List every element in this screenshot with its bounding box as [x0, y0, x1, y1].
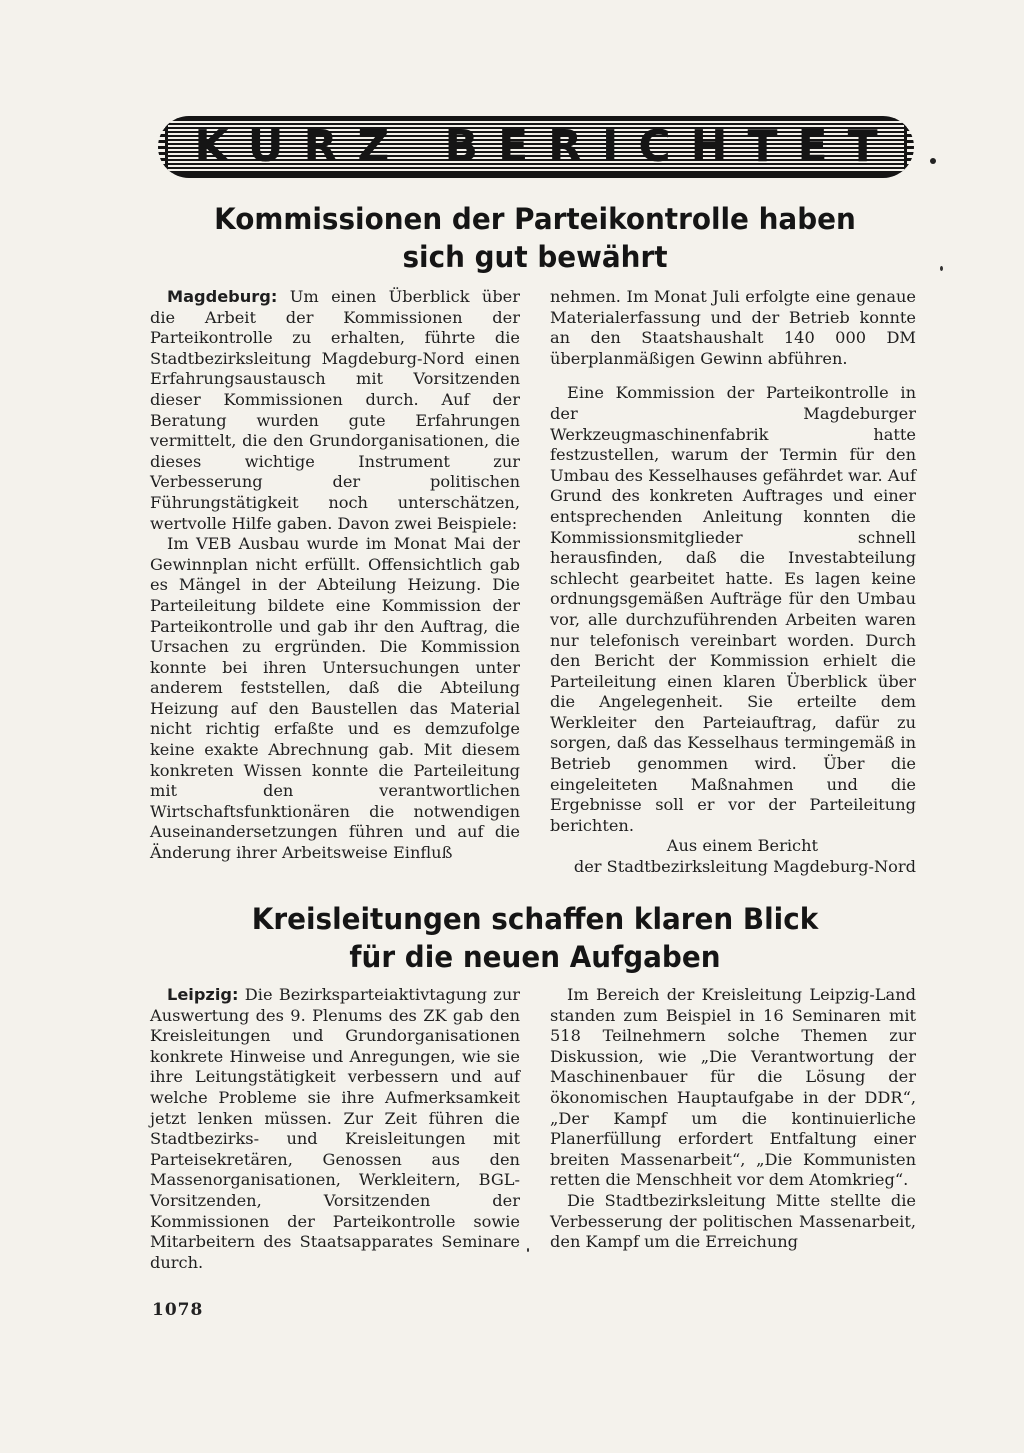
page-number: 1078	[152, 1300, 204, 1320]
article2-paragraph: Die Stadtbezirksleitung Mitte stellte die Verbesserung der politischen Massenarbeit, den Kampf um die Erreichung	[550, 1190, 916, 1252]
article1-attribution	[550, 836, 916, 877]
article2-paragraph: Im Bereich der Kreisleitung Leipzig-Land standen zum Beispiel in 16 Seminaren mit 518 Teilnehmern solche Themen zur Diskussion, wie „Die Verantwortung der Maschinenbauer für die Lösung der ökonomischen Hauptaufgabe in der DDR“, „Der Kampf um die kontinuierliche Planerfüllung erfordert Entfaltung einer breiten Massenarbeit“, „Die Kommunisten retten die Menschheit vor dem Atomkrieg“.	[550, 985, 916, 1190]
print-speck	[527, 1248, 529, 1252]
article1-left-column	[150, 287, 520, 864]
article2-right-column	[550, 985, 916, 1253]
article2-paragraph	[150, 985, 520, 1273]
article1-dateline: Magdeburg:	[167, 287, 278, 306]
print-speck	[940, 266, 943, 271]
article2-p1-text: Die Bezirksparteiaktivtagung zur Auswertung des 9. Plenums des ZK gab den Kreisleitungen und Grundorganisationen konkrete Hinweise und Anregungen, wie sie ihre Leitungstätigkeit verbessern und auf welche Probleme sie ihre Aufmerksamkeit jetzt lenken müssen. Zur Zeit führen die Stadtbezirks- und Kreisleitungen mit Parteisekretären, Genossen aus den Massenorganisationen, Werkleitern, BGL-Vorsitzenden, Vorsitzenden der Kommissionen der Parteikontrolle sowie Mitarbeitern des Staatsapparates Seminare durch.	[150, 985, 520, 1272]
attribution-line2: der Stadtbezirksleitung Magdeburg-Nord	[573, 857, 916, 877]
article2-title-line1: Kreisleitungen schaffen klaren Blick	[251, 902, 819, 936]
article1-title-line2: sich gut bewährt	[402, 240, 668, 274]
article2-title	[165, 900, 904, 976]
article1-p1-text: Um einen Überblick über die Arbeit der Kommissionen der Parteikontrolle zu erhalten, führte die Stadtbezirksleitung Magdeburg-Nord einen Erfahrungsaustausch mit Vorsitzenden dieser Kommissionen durch. Auf der Beratung wurden gute Erfahrungen vermittelt, die den Grundorganisationen, die dieses wichtige Instrument zur Verbesserung der politischen Führungstätigkeit noch unterschätzen, wertvolle Hilfe gaben. Davon zwei Beispiele:	[150, 287, 520, 533]
article1-title	[165, 200, 904, 276]
article2-title-line2: für die neuen Aufgaben	[349, 940, 721, 974]
article1-paragraph: Eine Kommission der Parteikontrolle in der Magdeburger Werkzeugmaschinenfabrik hatte festzustellen, warum der Termin für den Umbau des Kesselhauses gefährdet war. Auf Grund des konkreten Auftrages und einer entsprechenden Anleitung konnten die Kommissionsmitglieder schnell herausfinden, daß die Investabteilung schlecht gearbeitet hatte. Es lagen keine ordnungsgemäßen Aufträge für den Umbau vor, alle durchzuführenden Arbeiten waren nur telefonisch vereinbart worden. Durch den Bericht der Kommission erhielt die Parteileitung einen klaren Überblick über die Angelegenheit. Sie erteilte dem Werkleiter den Parteiauftrag, dafür zu sorgen, daß das Kesselhaus termingemäß in Betrieb genommen wird. Über die eingeleiteten Maßnahmen und die Ergebnisse soll er vor der Parteileitung berichten.	[550, 383, 916, 835]
article1-paragraph	[150, 287, 520, 534]
print-speck	[930, 158, 936, 164]
article1-paragraph: Im VEB Ausbau wurde im Monat Mai der Gewinnplan nicht erfüllt. Offensichtlich gab es Mängel in der Abteilung Heizung. Die Parteileitung bildete eine Kommission der Parteikontrolle und gab ihr den Auftrag, die Ursachen zu ergründen. Die Kommission konnte bei ihren Untersuchungen unter anderem feststellen, daß die Abteilung Heizung auf den Baustellen das Material nicht richtig erfaßte und es demzufolge keine exakte Abrechnung gab. Mit diesem konkreten Wissen konnte die Parteileitung mit den verantwortlichen Wirtschaftsfunktionären die notwendigen Auseinandersetzungen führen und auf die Änderung ihrer Arbeitsweise Einfluß	[150, 534, 520, 863]
banner-title: KURZ BERICHTET	[165, 118, 906, 176]
article1-title-line1: Kommissionen der Parteikontrolle haben	[214, 202, 856, 236]
article1-paragraph: nehmen. Im Monat Juli erfolgte eine genaue Materialerfassung und der Betrieb konnte an den Staatshaushalt 140 000 DM überplanmäßigen Gewinn abführen.	[550, 287, 916, 368]
article2-left-column	[150, 985, 520, 1273]
article2-dateline: Leipzig:	[167, 985, 239, 1004]
article1-right-column	[550, 287, 916, 878]
attribution-line1: Aus einem Bericht	[666, 836, 818, 856]
section-banner	[158, 116, 914, 178]
